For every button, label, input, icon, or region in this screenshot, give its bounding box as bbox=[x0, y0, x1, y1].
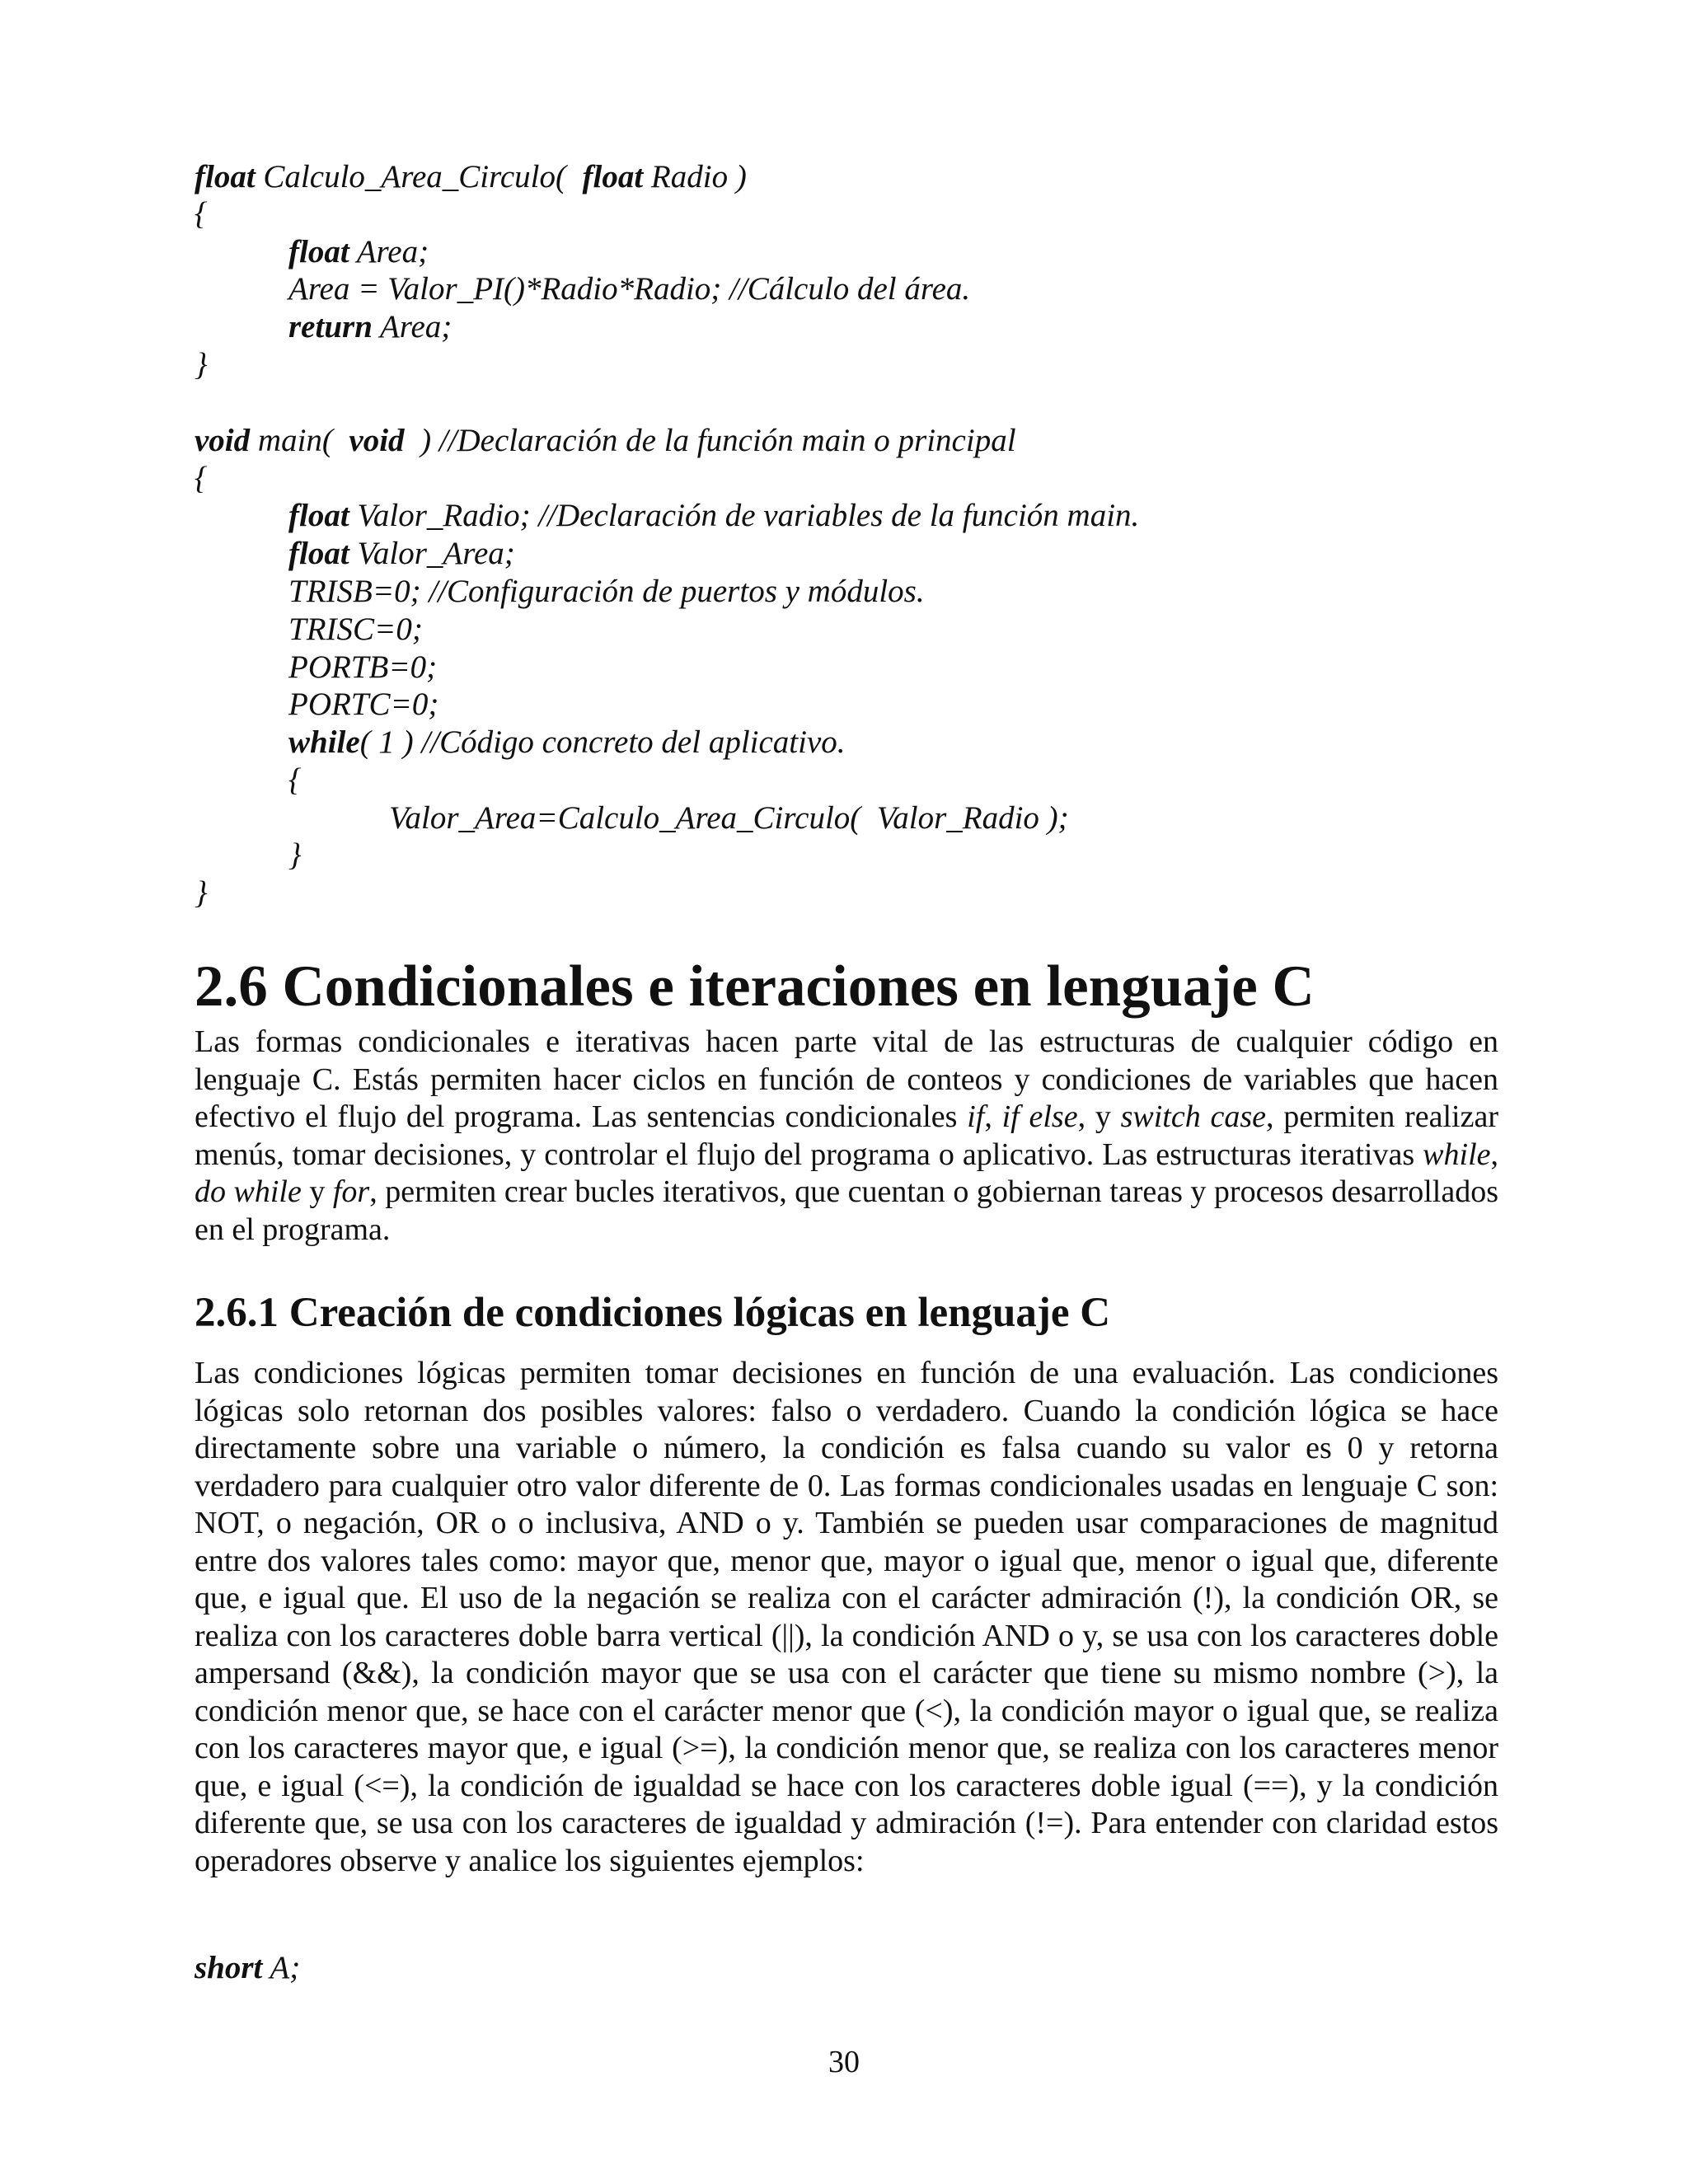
code-line: } bbox=[288, 837, 302, 873]
code-line: { bbox=[195, 196, 208, 232]
code-line: float Valor_Area; bbox=[288, 536, 515, 571]
code-line: float Valor_Radio; //Declaración de variables de la función main. bbox=[288, 498, 1140, 533]
code-line: PORTC=0; bbox=[288, 687, 439, 722]
code-line: TRISB=0; //Configuración de puertos y módulos. bbox=[288, 574, 925, 609]
code-line: } bbox=[195, 347, 208, 382]
code-line: void main( void ) //Declaración de la función main o principal bbox=[195, 423, 1016, 458]
page-number: 30 bbox=[828, 2045, 860, 2079]
code-line: { bbox=[288, 762, 302, 798]
code-line: float Calculo_Area_Circulo( float Radio ) bbox=[195, 159, 747, 194]
code-line: return Area; bbox=[288, 309, 452, 344]
subsection-heading: 2.6.1 Creación de condiciones lógicas en lenguaje C bbox=[195, 1290, 1111, 1336]
code-line: { bbox=[195, 461, 208, 496]
code-line: float Area; bbox=[288, 234, 429, 269]
code-line: Area = Valor_PI()*Radio*Radio; //Cálculo del área. bbox=[288, 271, 971, 307]
code-line: TRISC=0; bbox=[288, 612, 423, 647]
code-line: PORTB=0; bbox=[288, 649, 438, 685]
code-line: short A; bbox=[195, 1950, 301, 1985]
section-heading: 2.6 Condicionales e iteraciones en lenguaje C bbox=[195, 954, 1315, 1019]
code-line: while( 1 ) //Código concreto del aplicativo. bbox=[288, 724, 846, 760]
section-paragraph: Las formas condicionales e iterativas hacen parte vital de las estructuras de cualquier código en lenguaje C. Estás permiten hacer ciclos en función de conteos y condiciones de variables que hacen efectivo el flujo del programa. Las sentencias condicionales if, if else, y switch case, permiten realizar menús, tomar decisiones, y controlar el flujo del programa o aplicativo. Las estructuras iterativas while, do while y for, permiten crear bucles iterativos, que cuentan o gobiernan tareas y procesos desarrollados en el programa. bbox=[195, 1024, 1499, 1247]
code-line: } bbox=[195, 875, 208, 911]
subsection-paragraph: Las condiciones lógicas permiten tomar decisiones en función de una evaluación. Las condiciones lógicas solo retornan dos posibles valores: falso o verdadero. Cuando la condición lógica se hace directamente sobre una variable o número, la condición es falsa cuando su valor es 0 y retorna verdadero para cualquier otro valor diferente de 0. Las formas condicionales usadas en lenguaje C son: NOT, o negación, OR o o inclusiva, AND o y. También se pueden usar comparaciones de magnitud entre dos valores tales como: mayor que, menor que, mayor o igual que, menor o igual que, diferente que, e igual que. El uso de la negación se realiza con el carácter admiración (!), la condición OR, se realiza con los caracteres doble barra vertical (||), la condición AND o y, se usa con los caracteres doble ampersand (&&), la condición mayor que se usa con el carácter que tiene su mismo nombre (>), la condición menor que, se hace con el carácter menor que (<), la condición mayor o igual que, se realiza con los caracteres mayor que, e igual (>=), la condición menor que, se realiza con los caracteres menor que, e igual (<=), la condición de igualdad se hace con los caracteres doble igual (==), y la condición diferente que, se usa con los caracteres de igualdad y admiración (!=). Para entender con claridad estos operadores observe y analice los siguientes ejemplos: bbox=[195, 1356, 1498, 1878]
code-line: Valor_Area=Calculo_Area_Circulo( Valor_Radio ); bbox=[389, 800, 1069, 836]
